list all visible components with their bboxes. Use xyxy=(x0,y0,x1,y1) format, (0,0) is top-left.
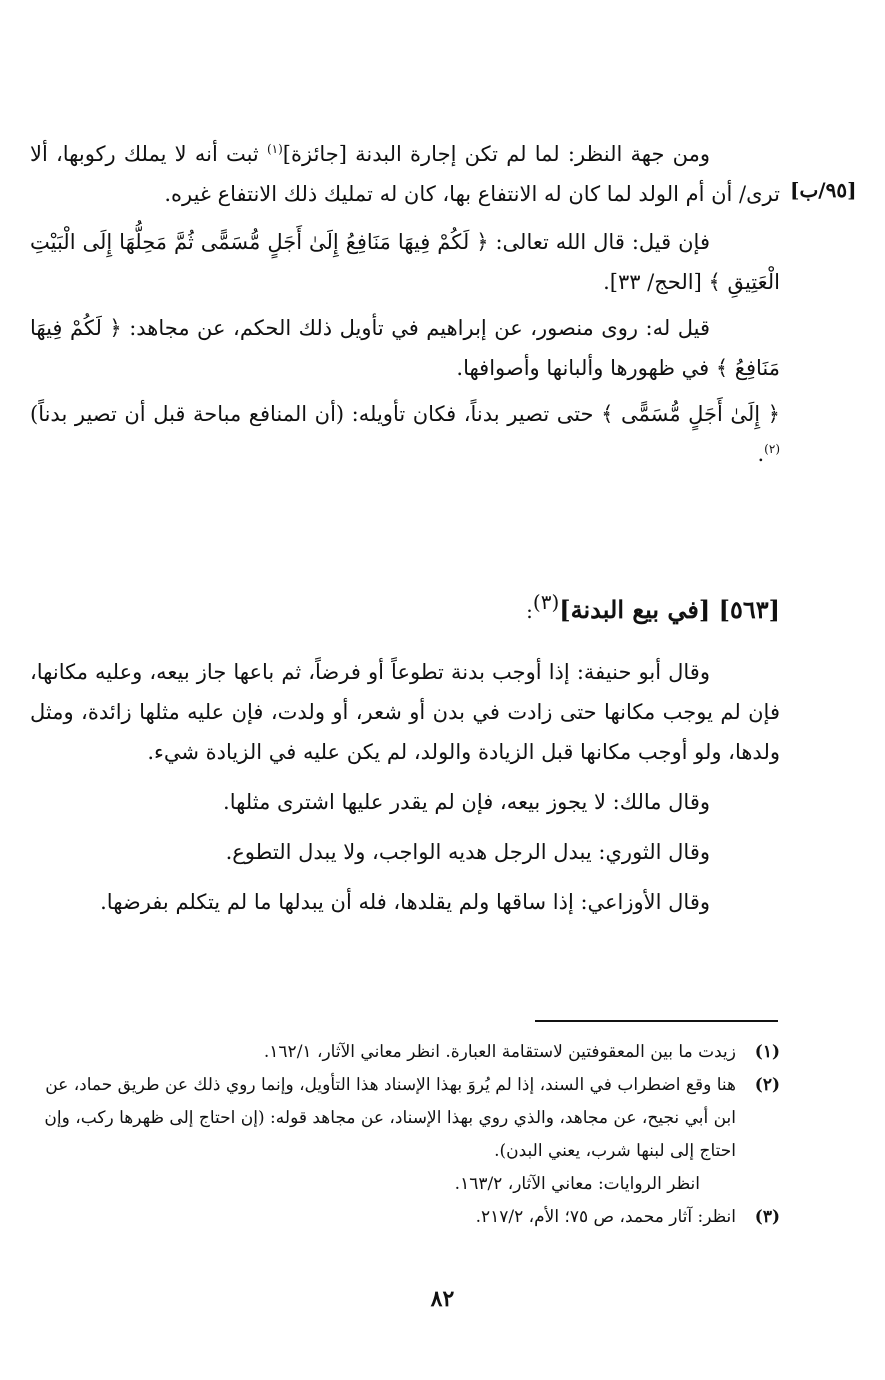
paragraph-abu-hanifa: وقال أبو حنيفة: إذا أوجب بدنة تطوعاً أو فرضاً، ثم باعها جاز بيعه، وعليه مكانها، فإن لم يوجب مكانها حتى زادت في بدن أو شعر، أو ولدت، فإن عليه مثلها زائدة، ومثل ولدها، ولو أوجب مكانها قبل الزيادة والولد، لم يكن عليه في الزيادة شيء. xyxy=(30,660,780,764)
paragraph-reply: قيل له: روى منصور، عن إبراهيم في تأويل ذلك الحكم، عن مجاهد: ﴿ لَكُمْ فِيهَا مَنَافِعُ ﴾ في ظهورها وألبانها وأصوافها. xyxy=(30,316,780,380)
footnote-3: (٣)انظر: آثار محمد، ص ٧٥؛ الأم، ٢١٧/٢. xyxy=(475,1207,780,1227)
section-number: [٥٦٣] xyxy=(718,595,780,624)
footnote-2-reference: انظر الروايات: معاني الآثار، ١٦٣/٢. xyxy=(454,1174,700,1194)
paragraph-thawri: وقال الثوري: يبدل الرجل هديه الواجب، ولا يبدل التطوع. xyxy=(225,840,710,864)
section-body xyxy=(30,652,780,922)
folio-margin-note: [٩٥/ب] xyxy=(790,178,857,202)
footnote-1: (١)زيدت ما بين المعقوفتين لاستقامة العبارة. انظر معاني الآثار، ١٦٢/١. xyxy=(263,1042,780,1062)
page-number: ٨٢ xyxy=(430,1286,455,1312)
paragraph-objection: فإن قيل: قال الله تعالى: ﴿ لَكُمْ فِيهَا مَنَافِعُ إِلَىٰ أَجَلٍ مُّسَمًّى ثُمَّ مَحِلُّهَا إِلَى الْبَيْتِ الْعَتِيقِ ﴾ [الحج/ ٣٣]. xyxy=(30,230,780,294)
footnote-separator xyxy=(535,1020,778,1022)
footnote-mark-1[interactable]: (١) xyxy=(266,142,283,156)
section-heading: [٥٦٣] [في بيع البدنة]$^{(٣)}$: xyxy=(526,590,780,624)
paragraph-malik: وقال مالك: لا يجوز بيعه، فإن لم يقدر عليها اشترى مثلها. xyxy=(223,790,710,814)
footnote-2: (٢)هنا وقع اضطراب في السند، إذا لم يُروَ بهذا الإسناد هذا التأويل، وإنما روي ذلك عن طريق حماد، عن ابن أبي نجيح، عن مجاهد، والذي روي بهذا الإسناد، عن مجاهد قوله: (إن احتاج إلى ظهرها ركب، وإن احتاج إلى لبنها شرب، يعني البدن). انظر الروايات: معاني الآثار، ١٦٣/٢. xyxy=(40,1069,780,1201)
opening-section xyxy=(30,134,780,474)
footnote-mark-2[interactable]: (٢) xyxy=(764,442,780,456)
paragraph-reasoning: ومن جهة النظر: لما لم تكن إجارة البدنة [جائزة]$^{(١)}$ ثبت أنه لا يملك ركوبها، ألا ترى/ أن أم الولد لما كان له الانتفاع بها، كان له تمليك ذلك الانتفاع غيره. xyxy=(30,142,780,206)
footnotes xyxy=(40,1036,780,1234)
section-title: [في بيع البدنة] xyxy=(559,595,711,624)
footnote-mark-3[interactable]: (٣) xyxy=(532,590,560,614)
paragraph-awzai: وقال الأوزاعي: إذا ساقها ولم يقلدها، فله أن يبدلها ما لم يتكلم بفرضها. xyxy=(100,890,710,914)
paragraph-interpretation: ﴿ إِلَىٰ أَجَلٍ مُّسَمًّى ﴾ حتى تصير بدناً، فكان تأويله: (أن المنافع مباحة قبل أن تصير بدناً)$^{(٢)}$. xyxy=(30,402,780,466)
